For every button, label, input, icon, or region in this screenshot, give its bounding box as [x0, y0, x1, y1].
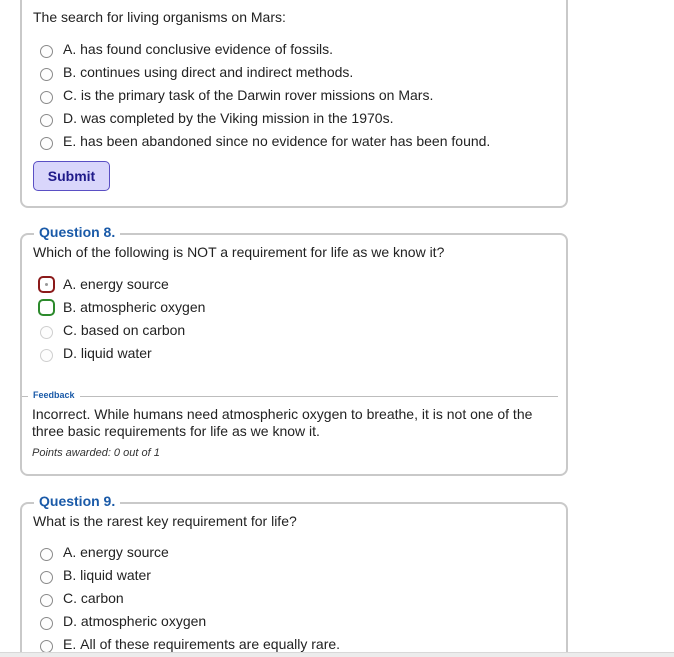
question-7-box: [20, 0, 568, 208]
option-letter: D.: [63, 110, 77, 126]
q9-option-d[interactable]: [40, 612, 206, 630]
radio-button-icon[interactable]: [40, 137, 53, 150]
correct-answer-radio-icon: [38, 299, 55, 316]
q8-option-d: [40, 344, 152, 362]
radio-button-icon[interactable]: [40, 571, 53, 584]
q7-option-b[interactable]: [40, 63, 353, 81]
q9-option-b[interactable]: [40, 566, 151, 584]
q8-option-c: [40, 321, 185, 339]
incorrect-selected-radio-icon: [38, 276, 55, 293]
feedback-text: Incorrect. While humans need atmospheric oxygen to breathe, it is not one of the three basic requirements for life as we know it.: [32, 406, 533, 439]
points-awarded: Points awarded: 0 out of 1: [32, 447, 160, 459]
option-text: has been abandoned since no evidence for water has been found.: [80, 133, 491, 149]
option-letter: C.: [63, 590, 77, 606]
radio-button-icon[interactable]: [40, 68, 53, 81]
feedback-divider: [22, 396, 558, 397]
option-text: based on carbon: [80, 322, 186, 338]
radio-button-icon[interactable]: [40, 548, 53, 561]
radio-button-icon[interactable]: [40, 91, 53, 104]
question-9-legend: Question 9.: [34, 492, 120, 510]
option-letter: B.: [63, 64, 77, 80]
question-8-text: Which of the following is NOT a requirement for life as we know it?: [33, 244, 445, 260]
option-text: has found conclusive evidence of fossils.: [80, 41, 334, 57]
option-letter: B.: [63, 299, 77, 315]
option-text: liquid water: [80, 567, 151, 583]
option-letter: C.: [63, 87, 77, 103]
disabled-radio-icon: [40, 326, 53, 339]
option-letter: D.: [63, 345, 77, 361]
option-letter: D.: [63, 613, 77, 629]
option-letter: E.: [63, 636, 77, 652]
q9-option-c[interactable]: [40, 589, 124, 607]
option-letter: A.: [63, 276, 77, 292]
option-text: carbon: [80, 590, 124, 606]
option-text: atmospheric oxygen: [80, 613, 207, 629]
submit-button[interactable]: Submit: [33, 161, 110, 191]
option-letter: E.: [63, 133, 77, 149]
q9-option-e[interactable]: [40, 635, 340, 653]
option-text: is the primary task of the Darwin rover missions on Mars.: [80, 87, 434, 103]
question-9-text: What is the rarest key requirement for life?: [33, 513, 297, 529]
option-text: energy source: [80, 276, 169, 292]
option-text: was completed by the Viking mission in the 1970s.: [80, 110, 394, 126]
radio-button-icon[interactable]: [40, 45, 53, 58]
option-letter: A.: [63, 544, 77, 560]
horizontal-scrollbar[interactable]: [0, 652, 674, 657]
option-text: energy source: [80, 544, 169, 560]
question-7-text: The search for living organisms on Mars:: [33, 9, 286, 25]
q7-option-c[interactable]: [40, 86, 433, 104]
radio-button-icon[interactable]: [40, 640, 53, 653]
q8-option-b: [40, 298, 205, 316]
option-text: continues using direct and indirect methods.: [80, 64, 354, 80]
q7-option-e[interactable]: [40, 132, 490, 150]
radio-button-icon[interactable]: [40, 594, 53, 607]
q7-option-a[interactable]: [40, 40, 333, 58]
option-letter: C.: [63, 322, 77, 338]
option-text: atmospheric oxygen: [80, 299, 206, 315]
option-letter: A.: [63, 41, 77, 57]
option-letter: B.: [63, 567, 77, 583]
radio-button-icon[interactable]: [40, 114, 53, 127]
radio-button-icon[interactable]: [40, 617, 53, 630]
feedback-label: Feedback: [28, 390, 80, 400]
question-8-box: [20, 224, 568, 476]
q9-option-a[interactable]: [40, 543, 169, 561]
q8-option-a: [40, 275, 169, 293]
disabled-radio-icon: [40, 349, 53, 362]
option-text: liquid water: [80, 345, 152, 361]
option-text: All of these requirements are equally rare.: [80, 636, 341, 652]
question-8-legend: Question 8.: [34, 223, 120, 241]
question-9-box: [20, 493, 568, 657]
q7-option-d[interactable]: [40, 109, 393, 127]
